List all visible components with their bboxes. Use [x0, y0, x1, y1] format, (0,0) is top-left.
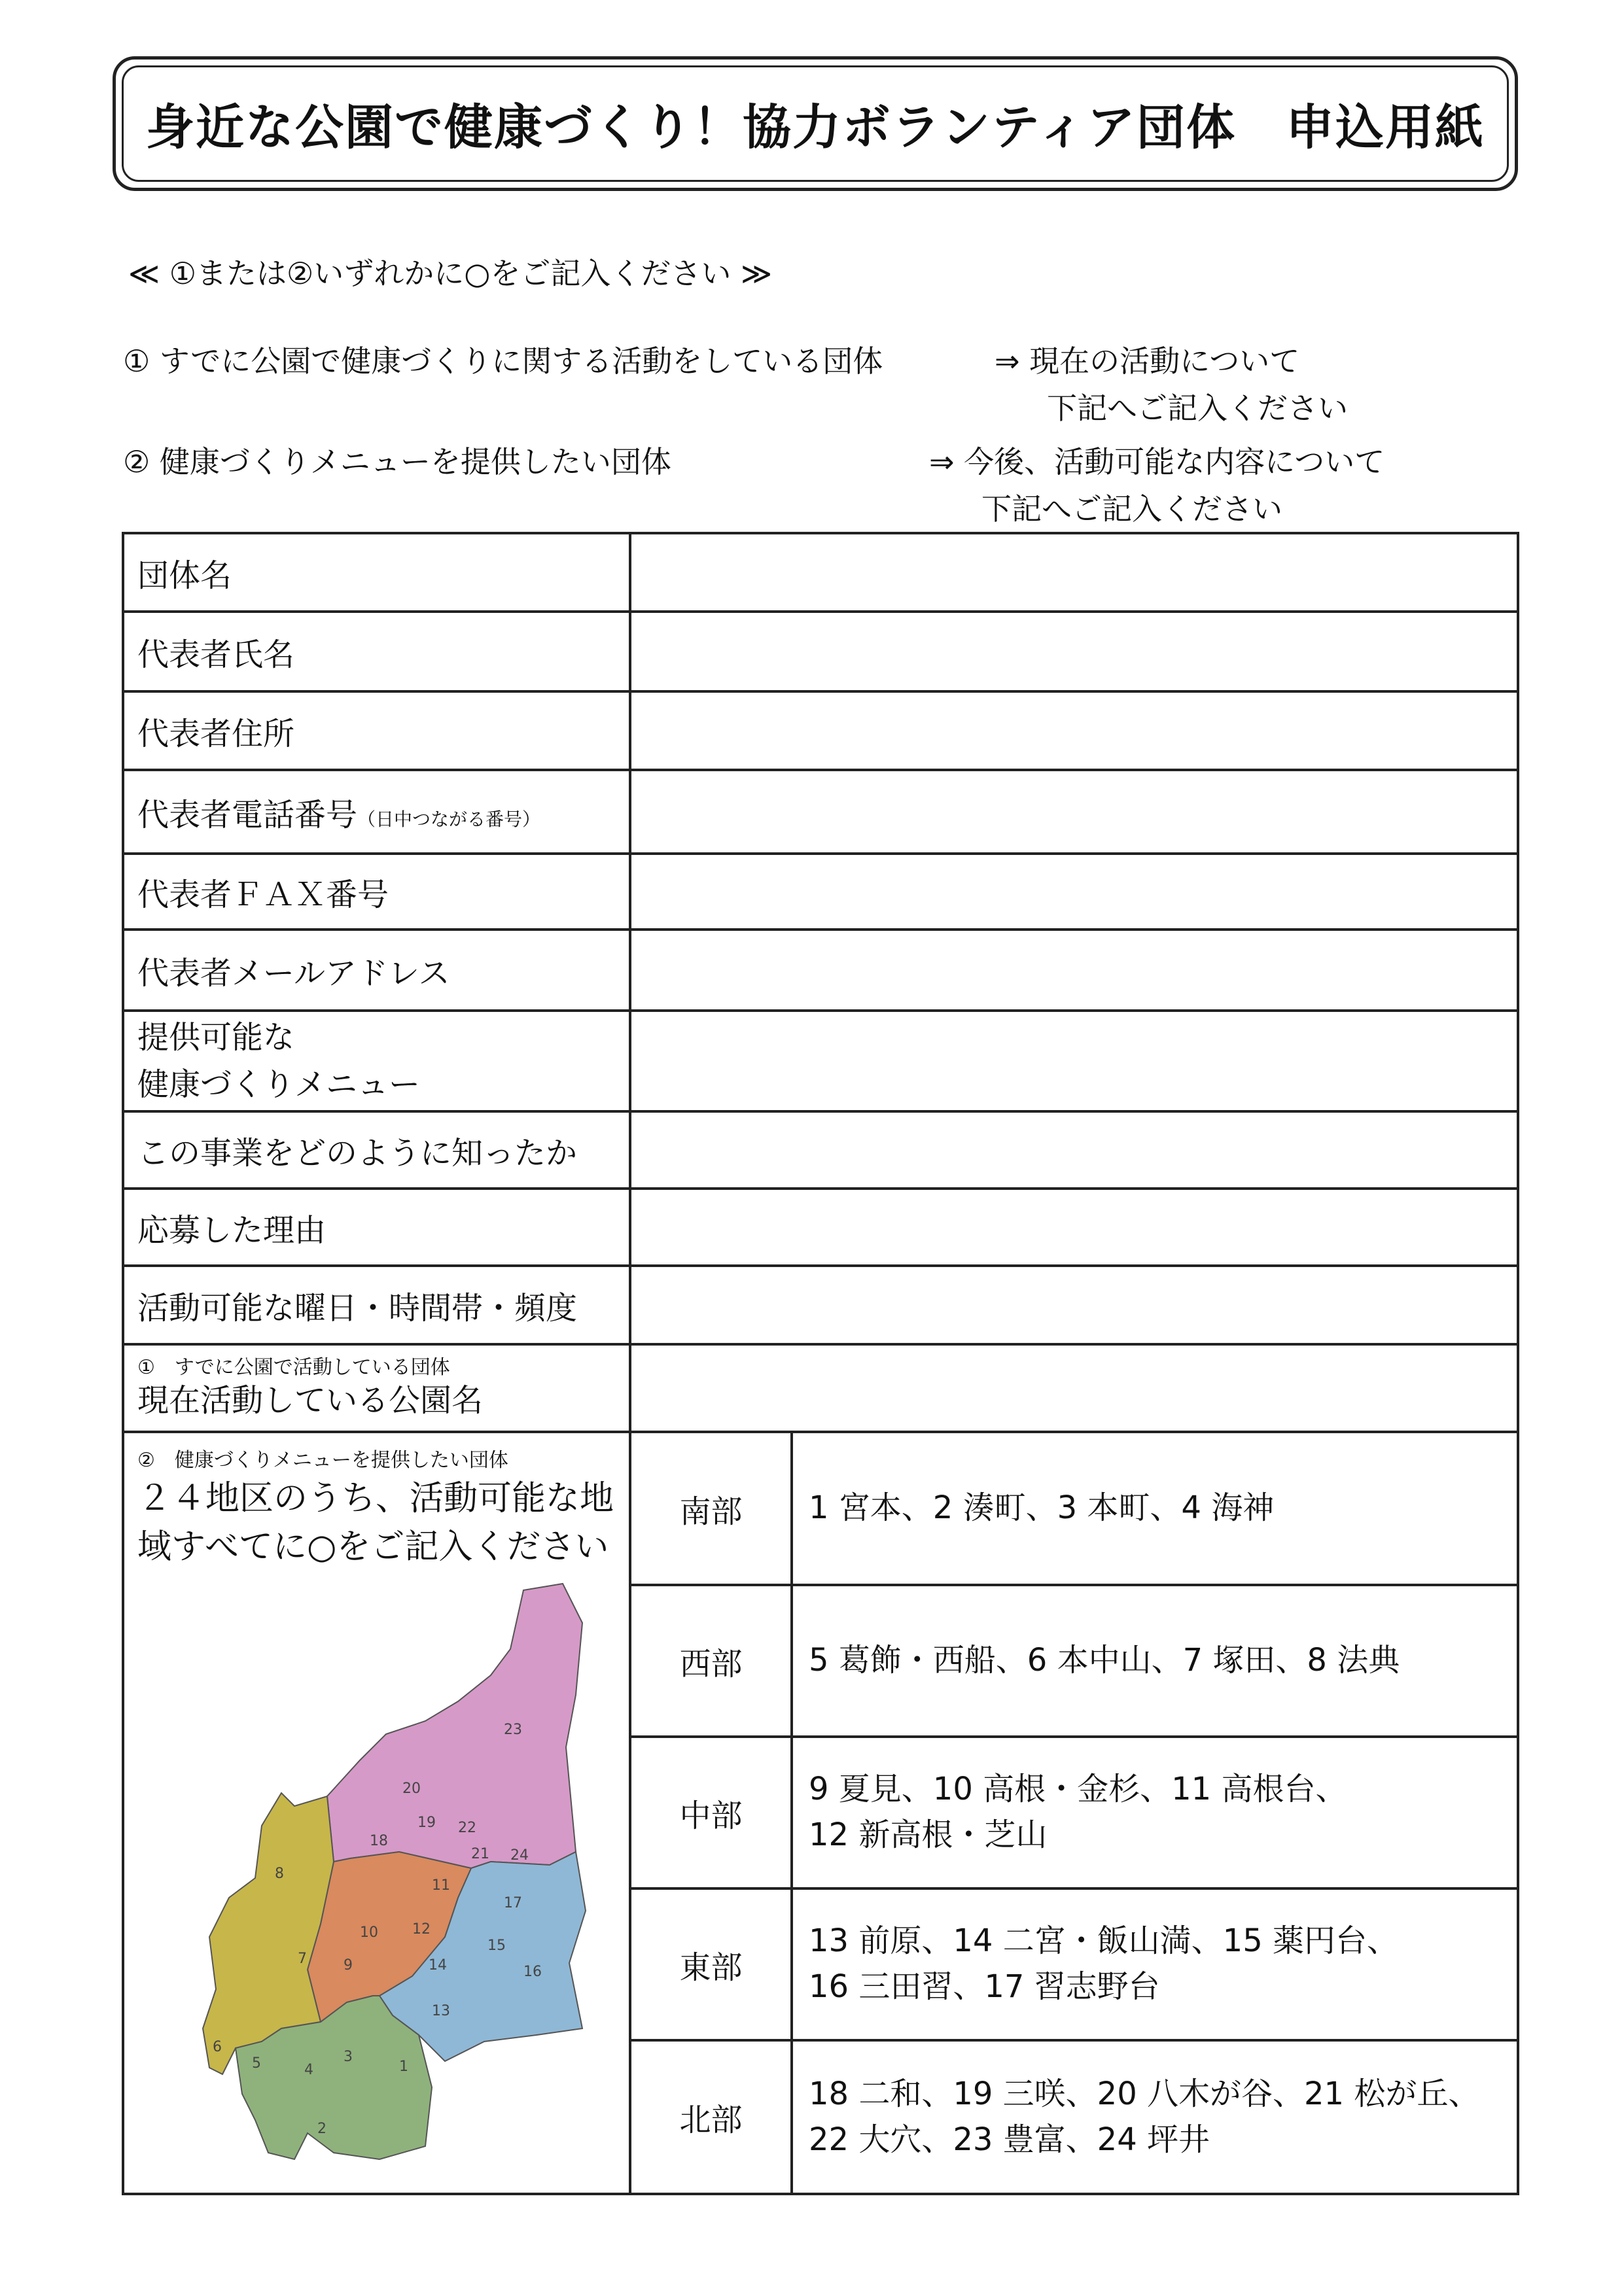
region-districts-line1: 13 前原、14 二宮・飯山満、15 薬円台、	[809, 1922, 1399, 1960]
areas-heading-line2: 域すべてに○をご記入ください	[137, 1527, 609, 1567]
areas-heading	[137, 1475, 618, 1572]
option2-arrow: ⇒ 今後、活動可能な内容について	[929, 444, 1385, 479]
row-rep-address	[123, 691, 1518, 770]
input-park-name[interactable]	[630, 1344, 1518, 1432]
areas-heading-line1: ２４地区のうち、活動可能な地	[137, 1479, 614, 1518]
option1-text: ① すでに公園で健康づくりに関する活動をしている団体	[123, 343, 883, 379]
region-name-west: 西部	[631, 1585, 792, 1737]
row-reason	[123, 1189, 1518, 1266]
label-rep-email: 代表者メールアドレス	[123, 930, 630, 1011]
park-name-label: 現在活動している公園名	[137, 1382, 484, 1419]
input-group-name[interactable]	[630, 533, 1518, 612]
region-table	[631, 1433, 1517, 2193]
district-map	[183, 1571, 589, 2172]
region-districts-line2: 22 大穴、23 豊富、24 坪井	[809, 2121, 1210, 2158]
instructions-intro: ≪ ①または②いずれかに○をご記入ください ≫	[128, 256, 773, 291]
region-districts-south[interactable]	[792, 1433, 1517, 1585]
option2-text: ② 健康づくりメニューを提供したい団体	[123, 444, 671, 479]
district-number-9: 9	[344, 1957, 353, 1974]
district-number-10: 10	[360, 1924, 378, 1941]
district-number-22: 22	[458, 1820, 476, 1836]
district-number-3: 3	[344, 2049, 353, 2065]
application-form-table	[122, 532, 1519, 2195]
region-districts-line1: 1 宮本、2 湊町、3 本町、4 海神	[809, 1489, 1275, 1527]
label-reason: 応募した理由	[123, 1189, 630, 1266]
label-menu-line1: 提供可能な	[137, 1019, 295, 1056]
district-number-5: 5	[252, 2055, 261, 2072]
district-number-12: 12	[412, 1921, 431, 1938]
row-rep-name	[123, 612, 1518, 691]
region-row-east	[631, 1888, 1517, 2040]
input-menu[interactable]	[630, 1011, 1518, 1111]
park-note: ① すでに公園で活動している団体	[137, 1356, 450, 1380]
label-menu-line2: 健康づくりメニュー	[137, 1066, 421, 1103]
option2-arrow-cont: 下記へご記入ください	[981, 491, 1282, 527]
district-number-6: 6	[213, 2039, 222, 2055]
region-name-north: 北部	[631, 2040, 792, 2193]
label-rep-name: 代表者氏名	[123, 612, 630, 691]
row-group-name	[123, 533, 1518, 612]
label-rep-phone	[123, 770, 630, 854]
input-rep-address[interactable]	[630, 691, 1518, 770]
row-rep-fax	[123, 854, 1518, 930]
region-name-east: 東部	[631, 1888, 792, 2040]
input-how-known[interactable]	[630, 1111, 1518, 1189]
label-menu	[123, 1011, 630, 1111]
district-number-8: 8	[275, 1866, 284, 1882]
row-areas	[123, 1432, 1518, 2194]
region-districts-line2: 12 新高根・芝山	[809, 1817, 1048, 1853]
region-districts-north[interactable]	[792, 2040, 1517, 2193]
row-park-name	[123, 1344, 1518, 1432]
map-region-north	[327, 1584, 582, 1868]
label-availability: 活動可能な曜日・時間帯・頻度	[123, 1266, 630, 1344]
district-number-11: 11	[432, 1877, 450, 1894]
district-number-1: 1	[399, 2059, 408, 2075]
page-title: 身近な公園で健康づくり！協力ボランティア団体 申込用紙	[145, 99, 1485, 156]
district-number-14: 14	[429, 1957, 447, 1974]
row-rep-email	[123, 930, 1518, 1011]
label-rep-fax: 代表者ＦＡＸ番号	[123, 854, 630, 930]
region-districts-east[interactable]	[792, 1888, 1517, 2040]
district-number-15: 15	[487, 1938, 506, 1954]
title-box	[113, 56, 1518, 191]
label-how-known: この事業をどのように知ったか	[123, 1111, 630, 1189]
input-availability[interactable]	[630, 1266, 1518, 1344]
option1-arrow-cont: 下記へご記入ください	[1047, 391, 1348, 426]
input-rep-name[interactable]	[630, 612, 1518, 691]
region-districts-line1: 5 葛飾・西船、6 本中山、7 塚田、8 法典	[809, 1642, 1400, 1679]
district-number-20: 20	[402, 1781, 421, 1797]
region-name-south: 南部	[631, 1433, 792, 1585]
areas-region-cell	[630, 1432, 1518, 2194]
areas-note: ② 健康づくりメニューを提供したい団体	[137, 1449, 508, 1472]
district-number-24: 24	[510, 1847, 529, 1864]
region-districts-line2: 16 三田習、17 習志野台	[809, 1968, 1160, 2005]
district-number-7: 7	[298, 1951, 307, 1967]
rep-phone-note: （日中つながる番号）	[357, 808, 541, 830]
district-number-4: 4	[304, 2062, 313, 2078]
district-number-21: 21	[471, 1846, 489, 1862]
region-districts-west[interactable]	[792, 1585, 1517, 1737]
rep-phone-label: 代表者電話番号	[137, 796, 358, 833]
district-number-19: 19	[417, 1815, 436, 1831]
row-menu	[123, 1011, 1518, 1111]
region-row-central	[631, 1737, 1517, 1888]
district-number-2: 2	[317, 2121, 327, 2137]
row-availability	[123, 1266, 1518, 1344]
input-rep-phone[interactable]	[630, 770, 1518, 854]
district-number-18: 18	[370, 1833, 388, 1849]
region-districts-line1: 18 二和、19 三咲、20 八木が谷、21 松が丘、	[809, 2075, 1480, 2112]
district-number-16: 16	[523, 1964, 542, 1980]
region-districts-central[interactable]	[792, 1737, 1517, 1888]
areas-map-cell	[123, 1432, 630, 2194]
row-how-known	[123, 1111, 1518, 1189]
region-row-south	[631, 1433, 1517, 1585]
label-park-name	[123, 1344, 630, 1432]
option1-arrow: ⇒ 現在の活動について	[995, 343, 1300, 379]
row-rep-phone	[123, 770, 1518, 854]
region-districts-line1: 9 夏見、10 高根・金杉、11 高根台、	[809, 1771, 1347, 1808]
input-reason[interactable]	[630, 1189, 1518, 1266]
district-number-17: 17	[504, 1895, 522, 1911]
region-row-west	[631, 1585, 1517, 1737]
district-number-23: 23	[504, 1722, 522, 1738]
region-row-north	[631, 2040, 1517, 2193]
district-number-13: 13	[432, 2003, 450, 2019]
input-rep-email[interactable]	[630, 930, 1518, 1011]
label-rep-address: 代表者住所	[123, 691, 630, 770]
label-group-name: 団体名	[123, 533, 630, 612]
input-rep-fax[interactable]	[630, 854, 1518, 930]
region-name-central: 中部	[631, 1737, 792, 1888]
